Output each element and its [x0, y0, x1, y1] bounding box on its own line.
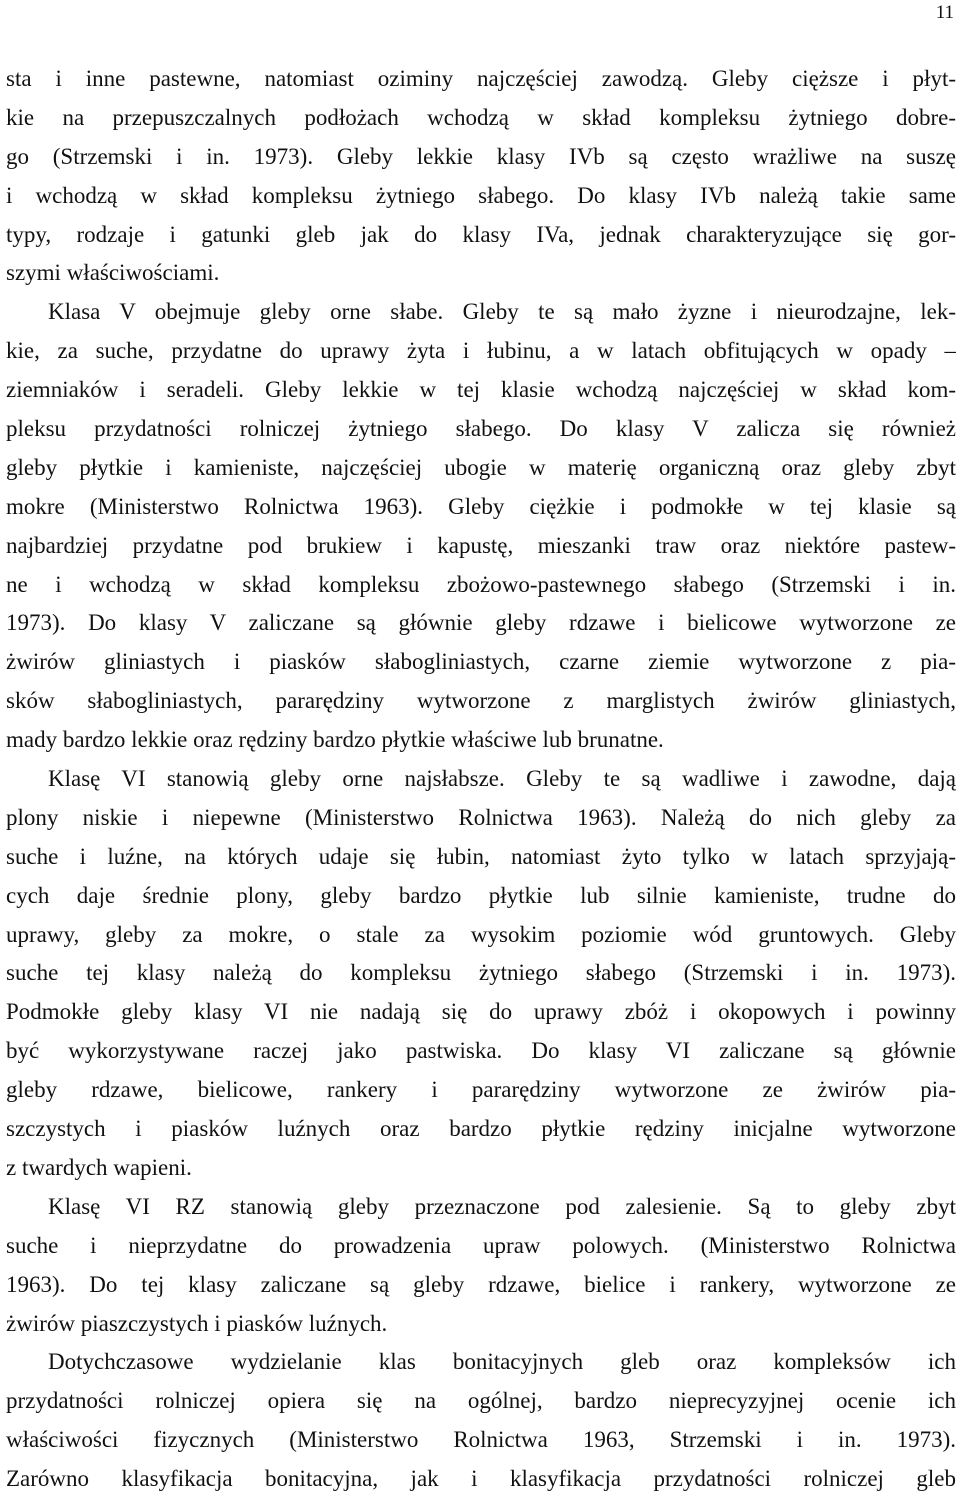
- text-line: 1963). Do tej klasy zaliczane są gleby rdzawe, bielice i rankery, wytworzone ze: [6, 1271, 956, 1297]
- text-line: suche tej klasy należą do kompleksu żytniego słabego (Strzemski i in. 1973).: [6, 960, 956, 986]
- text-line: Podmokłe gleby klasy VI nie nadają się do uprawy zbóż i okopowych i powinny: [6, 999, 956, 1025]
- text-line: typy, rodzaje i gatunki gleb jak do klasy IVa, jednak charakteryzujące się gor-: [6, 221, 956, 247]
- text-line: Klasę VI stanowią gleby orne najsłabsze. Gleby te są wadliwe i zawodne, dają: [48, 766, 956, 792]
- text-line: suche i nieprzydatne do prowadzenia upraw polowych. (Ministerstwo Rolnictwa: [6, 1232, 956, 1258]
- text-line: Dotychczasowe wydzielanie klas bonitacyjnych gleb oraz kompleksów ich: [48, 1349, 956, 1375]
- text-line: go (Strzemski i in. 1973). Gleby lekkie klasy IVb są często wrażliwe na suszę: [6, 143, 956, 169]
- text-line: mokre (Ministerstwo Rolnictwa 1963). Gleby ciężkie i podmokłe w tej klasie są: [6, 493, 956, 519]
- text-line: Klasa V obejmuje gleby orne słabe. Gleby te są mało żyzne i nieurodzajne, lek-: [48, 299, 956, 325]
- text-line: ne i wchodzą w skład kompleksu zbożowo-pastewnego słabego (Strzemski i in.: [6, 571, 956, 597]
- text-line: najbardziej przydatne pod brukiew i kapustę, mieszanki traw oraz niektóre pastew-: [6, 532, 956, 558]
- text-line: sków słabogliniastych, pararędziny wytworzone z marglistych żwirów gliniastych,: [6, 688, 956, 714]
- text-line: gleby rdzawe, bielicowe, rankery i pararędziny wytworzone ze żwirów pia-: [6, 1077, 956, 1103]
- body-text: [6, 60, 956, 1499]
- text-line: pleksu przydatności rolniczej żytniego słabego. Do klasy V zalicza się również: [6, 416, 956, 442]
- text-line: plony niskie i niepewne (Ministerstwo Rolnictwa 1963). Należą do nich gleby za: [6, 804, 956, 830]
- text-line: sta i inne pastewne, natomiast oziminy najczęściej zawodzą. Gleby cięższe i płyt-: [6, 66, 956, 91]
- text-line: Zarówno klasyfikacja bonitacyjna, jak i klasyfikacja przydatności rolniczej gleb: [6, 1466, 956, 1492]
- text-line: być wykorzystywane raczej jako pastwiska. Do klasy VI zaliczane są głównie: [6, 1038, 956, 1064]
- text-line: gleby płytkie i kamieniste, najczęściej ubogie w materię organiczną oraz gleby zbyt: [6, 454, 956, 480]
- text-line: uprawy, gleby za mokre, o stale za wysokim poziomie wód gruntowych. Gleby: [6, 921, 956, 947]
- text-line: przydatności rolniczej opiera się na ogólnej, bardzo nieprecyzyjnej ocenie ich: [6, 1388, 956, 1414]
- text-line: suche i luźne, na których udaje się łubin, natomiast żyto tylko w latach sprzyjają-: [6, 843, 956, 869]
- text-line: żwirów gliniastych i piasków słabogliniastych, czarne ziemie wytworzone z pia-: [6, 649, 956, 675]
- text-line: żwirów piaszczystych i piasków luźnych.: [6, 1310, 388, 1336]
- text-line: ziemniaków i seradeli. Gleby lekkie w tej klasie wchodzą najczęściej w skład kom-: [6, 377, 956, 403]
- text-line: cych daje średnie plony, gleby bardzo płytkie lub silnie kamieniste, trudne do: [6, 882, 956, 908]
- text-line: mady bardzo lekkie oraz rędziny bardzo płytkie właściwe lub brunatne.: [6, 727, 664, 753]
- page-number: 11: [935, 2, 954, 23]
- text-line: kie, za suche, przydatne do uprawy żyta i łubinu, a w latach obfitujących w opady –: [6, 338, 956, 364]
- text-line: szymi właściwościami.: [6, 260, 220, 286]
- text-line: i wchodzą w skład kompleksu żytniego słabego. Do klasy IVb należą takie same: [6, 182, 956, 208]
- text-line: 1973). Do klasy V zaliczane są głównie gleby rdzawe i bielicowe wytworzone ze: [6, 610, 956, 636]
- text-line: Klasę VI RZ stanowią gleby przeznaczone pod zalesienie. Są to gleby zbyt: [48, 1193, 956, 1219]
- text-line: szczystych i piasków luźnych oraz bardzo płytkie rędziny inicjalne wytworzone: [6, 1116, 956, 1142]
- text-line: kie na przepuszczalnych podłożach wchodzą w skład kompleksu żytniego dobre-: [6, 104, 956, 130]
- text-line: właściwości fizycznych (Ministerstwo Rolnictwa 1963, Strzemski i in. 1973).: [6, 1427, 956, 1453]
- text-line: z twardych wapieni.: [6, 1154, 192, 1180]
